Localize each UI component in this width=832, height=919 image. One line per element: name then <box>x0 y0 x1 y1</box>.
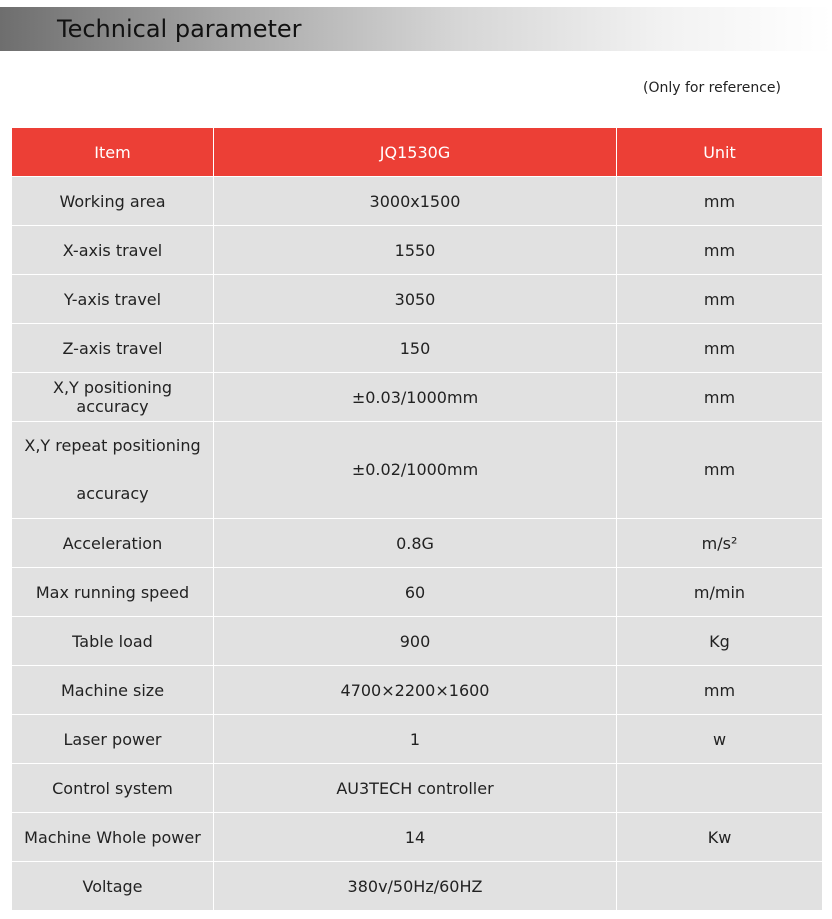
param-value: ±0.03/1000mm <box>214 373 617 422</box>
param-unit: mm <box>617 666 823 715</box>
table-header-row <box>12 128 823 177</box>
reference-note: (Only for reference) <box>643 80 781 96</box>
param-value: 150 <box>214 324 617 373</box>
param-unit: mm <box>617 422 823 519</box>
column-header-unit: Unit <box>617 128 823 177</box>
param-value: 3050 <box>214 275 617 324</box>
param-value: 0.8G <box>214 519 617 568</box>
param-name: Acceleration <box>12 519 214 568</box>
param-name: X,Y positioning accuracy <box>12 373 214 422</box>
param-unit: mm <box>617 226 823 275</box>
param-name: Y-axis travel <box>12 275 214 324</box>
table-row <box>12 617 823 666</box>
table-row <box>12 519 823 568</box>
param-unit: mm <box>617 373 823 422</box>
param-value: 4700×2200×1600 <box>214 666 617 715</box>
param-name: Working area <box>12 177 214 226</box>
param-unit: m/s² <box>617 519 823 568</box>
table-row <box>12 324 823 373</box>
param-unit <box>617 862 823 911</box>
param-name: Control system <box>12 764 214 813</box>
param-name: Z-axis travel <box>12 324 214 373</box>
param-value: 900 <box>214 617 617 666</box>
table-row <box>12 177 823 226</box>
param-unit <box>617 764 823 813</box>
table-row <box>12 422 823 519</box>
param-unit: mm <box>617 324 823 373</box>
table-row <box>12 226 823 275</box>
param-unit: Kw <box>617 813 823 862</box>
param-value: 3000x1500 <box>214 177 617 226</box>
param-name: X,Y repeat positioning accuracy <box>12 422 214 519</box>
table-row <box>12 666 823 715</box>
param-unit: w <box>617 715 823 764</box>
param-unit: Kg <box>617 617 823 666</box>
page-title: Technical parameter <box>57 15 302 43</box>
param-value: AU3TECH controller <box>214 764 617 813</box>
param-name: Max running speed <box>12 568 214 617</box>
param-name: Table load <box>12 617 214 666</box>
table-row <box>12 862 823 911</box>
column-header-item: Item <box>12 128 214 177</box>
column-header-model: JQ1530G <box>214 128 617 177</box>
param-name: Machine Whole power <box>12 813 214 862</box>
param-value: 1550 <box>214 226 617 275</box>
table-row <box>12 275 823 324</box>
table-row <box>12 813 823 862</box>
param-value: 1 <box>214 715 617 764</box>
param-name: Machine size <box>12 666 214 715</box>
param-value: 14 <box>214 813 617 862</box>
section-title-bar <box>0 7 832 51</box>
param-unit: m/min <box>617 568 823 617</box>
table-row <box>12 715 823 764</box>
param-name: Laser power <box>12 715 214 764</box>
param-name: X-axis travel <box>12 226 214 275</box>
table-row <box>12 764 823 813</box>
param-unit: mm <box>617 177 823 226</box>
param-value: 380v/50Hz/60HZ <box>214 862 617 911</box>
technical-parameter-table <box>11 127 823 911</box>
param-name: Voltage <box>12 862 214 911</box>
param-value: 60 <box>214 568 617 617</box>
table-row <box>12 568 823 617</box>
param-value: ±0.02/1000mm <box>214 422 617 519</box>
param-unit: mm <box>617 275 823 324</box>
table-row <box>12 373 823 422</box>
